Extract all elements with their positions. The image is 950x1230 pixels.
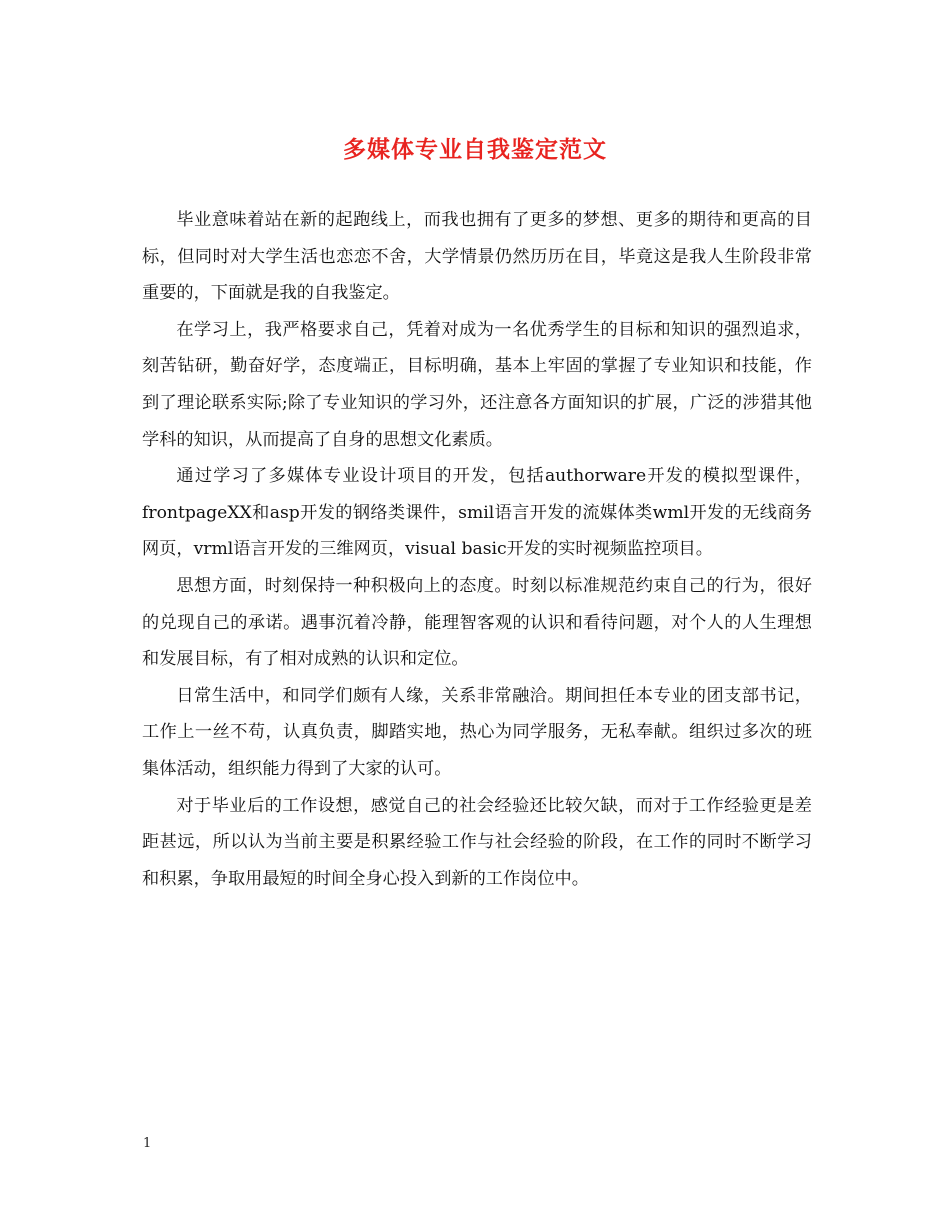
document-title: 多媒体专业自我鉴定范文 (343, 136, 607, 163)
paragraph-intro: 毕业意味着站在新的起跑线上，而我也拥有了更多的梦想、更多的期待和更高的目标，但同时对大学生活也恋恋不舍，大学情景仍然历历在目，毕竟这是我人生阶段非常重要的，下面就是我的自我鉴定。 (142, 210, 812, 304)
paragraph-future-work: 对于毕业后的工作设想，感觉自己的社会经验还比较欠缺，而对于工作经验更是差距甚远，所以认为当前主要是积累经验工作与社会经验的阶段，在工作的同时不断学习和积累，争取用最短的时间全身心投入到新的工作岗位中。 (142, 795, 812, 889)
paragraph-thought: 思想方面，时刻保持一种积极向上的态度。时刻以标准规范约束自己的行为，很好的兑现自己的承诺。遇事沉着冷静，能理智客观的认识和看待问题，对个人的人生理想和发展目标，有了相对成熟的认识和定位。 (142, 575, 812, 670)
paragraph-daily-life: 日常生活中，和同学们颇有人缘，关系非常融洽。期间担任本专业的团支部书记，工作上一丝不苟，认真负责，脚踏实地，热心为同学服务，无私奉献。组织过多次的班集体活动，组织能力得到了大家的认可。 (142, 685, 812, 779)
document-body (142, 202, 812, 897)
paragraph-projects: 通过学习了多媒体专业设计项目的开发，包括authorware开发的模拟型课件，frontpageXX和asp开发的钢络类课件，smil语言开发的流媒体类wml开发的无线商务网页，vrml语言开发的三维网页，visual basic开发的实时视频监控项目。 (142, 466, 812, 560)
paragraph-study: 在学习上，我严格要求自己，凭着对成为一名优秀学生的目标和知识的强烈追求，刻苦钻研，勤奋好学，态度端正，目标明确，基本上牢固的掌握了专业知识和技能，作到了理论联系实际;除了专业知识的学习外，还注意各方面知识的扩展，广泛的涉猎其他学科的知识，从而提高了自身的思想文化素质。 (142, 319, 812, 450)
page-number: 1 (143, 1136, 152, 1151)
